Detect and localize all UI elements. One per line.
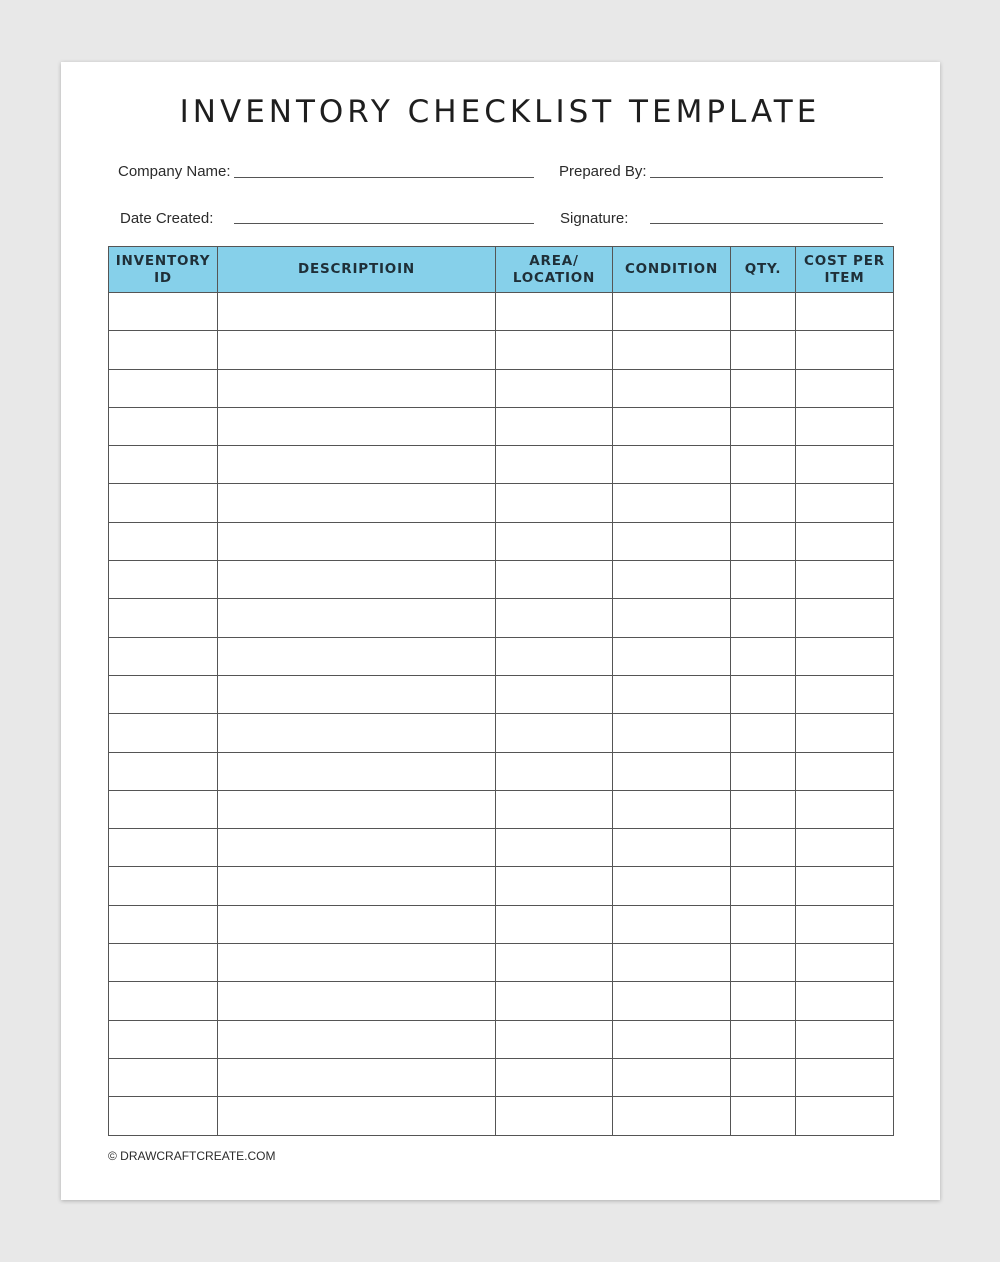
area-location-cell[interactable]: [496, 637, 613, 675]
table-row: [109, 369, 894, 407]
inventory-id-cell[interactable]: [109, 561, 218, 599]
inventory-id-cell[interactable]: [109, 369, 218, 407]
table-row: [109, 867, 894, 905]
table-header-row: [109, 247, 894, 293]
table-row: [109, 599, 894, 637]
qty-cell[interactable]: [731, 867, 796, 905]
description-cell[interactable]: [218, 1097, 496, 1135]
area-location-cell[interactable]: [496, 522, 613, 560]
table-row: [109, 790, 894, 828]
table-row: [109, 829, 894, 867]
description-cell[interactable]: [218, 905, 496, 943]
inventory-id-cell[interactable]: [109, 714, 218, 752]
area-location-cell[interactable]: [496, 561, 613, 599]
inventory-id-cell[interactable]: [109, 331, 218, 369]
table-body: [109, 293, 894, 1136]
date-created-line[interactable]: [234, 223, 534, 224]
area-location-cell[interactable]: [496, 1020, 613, 1058]
condition-cell[interactable]: [613, 446, 731, 484]
area-location-cell[interactable]: [496, 369, 613, 407]
cost-per-item-cell[interactable]: [796, 484, 894, 522]
inventory-id-cell[interactable]: [109, 407, 218, 445]
description-cell[interactable]: [218, 407, 496, 445]
inventory-id-cell[interactable]: [109, 1097, 218, 1135]
description-cell[interactable]: [218, 829, 496, 867]
inventory-id-cell[interactable]: [109, 522, 218, 560]
qty-cell[interactable]: [731, 561, 796, 599]
inventory-id-cell[interactable]: [109, 905, 218, 943]
condition-cell[interactable]: [613, 293, 731, 331]
area-location-cell[interactable]: [496, 944, 613, 982]
page-title: INVENTORY CHECKLIST TEMPLATE: [179, 94, 821, 130]
condition-cell[interactable]: [613, 561, 731, 599]
prepared-by-line[interactable]: [650, 177, 883, 178]
inventory-id-cell[interactable]: [109, 752, 218, 790]
qty-cell[interactable]: [731, 982, 796, 1020]
table-row: [109, 293, 894, 331]
description-cell[interactable]: [218, 561, 496, 599]
description-cell[interactable]: [218, 867, 496, 905]
date-created-label: Date Created:: [120, 210, 214, 227]
area-location-cell[interactable]: [496, 446, 613, 484]
condition-cell[interactable]: [613, 1020, 731, 1058]
cost-per-item-cell[interactable]: [796, 752, 894, 790]
table-row: [109, 561, 894, 599]
table-row: [109, 905, 894, 943]
table-row: [109, 944, 894, 982]
area-location-cell[interactable]: [496, 484, 613, 522]
table-row: [109, 1058, 894, 1096]
cost-per-item-cell[interactable]: [796, 790, 894, 828]
table-row: [109, 752, 894, 790]
qty-cell[interactable]: [731, 484, 796, 522]
condition-cell[interactable]: [613, 675, 731, 713]
qty-cell[interactable]: [731, 522, 796, 560]
condition-cell[interactable]: [613, 905, 731, 943]
condition-cell[interactable]: [613, 867, 731, 905]
condition-cell[interactable]: [613, 369, 731, 407]
qty-cell[interactable]: [731, 369, 796, 407]
condition-cell[interactable]: [613, 484, 731, 522]
condition-cell[interactable]: [613, 714, 731, 752]
area-location-cell[interactable]: [496, 982, 613, 1020]
table-row: [109, 407, 894, 445]
cost-per-item-cell[interactable]: [796, 1020, 894, 1058]
cost-per-item-cell[interactable]: [796, 714, 894, 752]
cost-per-item-cell[interactable]: [796, 1097, 894, 1135]
condition-cell[interactable]: [613, 829, 731, 867]
cost-per-item-cell[interactable]: [796, 905, 894, 943]
area-location-cell[interactable]: [496, 829, 613, 867]
condition-cell[interactable]: [613, 1097, 731, 1135]
description-cell[interactable]: [218, 944, 496, 982]
qty-cell[interactable]: [731, 293, 796, 331]
condition-cell[interactable]: [613, 752, 731, 790]
description-cell[interactable]: [218, 293, 496, 331]
description-cell[interactable]: [218, 522, 496, 560]
area-location-cell[interactable]: [496, 407, 613, 445]
table-row: [109, 637, 894, 675]
table-row: [109, 484, 894, 522]
column-header-condition: CONDITION: [613, 247, 731, 293]
prepared-by-label: Prepared By:: [559, 163, 647, 180]
description-cell[interactable]: [218, 1020, 496, 1058]
condition-cell[interactable]: [613, 637, 731, 675]
table-row: [109, 331, 894, 369]
qty-cell[interactable]: [731, 790, 796, 828]
description-cell[interactable]: [218, 982, 496, 1020]
company-name-line[interactable]: [234, 177, 534, 178]
inventory-id-cell[interactable]: [109, 1020, 218, 1058]
inventory-id-cell[interactable]: [109, 790, 218, 828]
table-row: [109, 446, 894, 484]
table-row: [109, 1020, 894, 1058]
inventory-id-cell[interactable]: [109, 1058, 218, 1096]
area-location-cell[interactable]: [496, 599, 613, 637]
cost-per-item-cell[interactable]: [796, 522, 894, 560]
qty-cell[interactable]: [731, 905, 796, 943]
qty-cell[interactable]: [731, 599, 796, 637]
company-name-label: Company Name:: [118, 163, 231, 180]
column-header-inventory-id: INVENTORY ID: [109, 247, 218, 293]
table-row: [109, 675, 894, 713]
qty-cell[interactable]: [731, 331, 796, 369]
inventory-id-cell[interactable]: [109, 293, 218, 331]
condition-cell[interactable]: [613, 790, 731, 828]
qty-cell[interactable]: [731, 637, 796, 675]
description-cell[interactable]: [218, 599, 496, 637]
table-row: [109, 1097, 894, 1135]
area-location-cell[interactable]: [496, 790, 613, 828]
inventory-table: [108, 246, 894, 1136]
qty-cell[interactable]: [731, 675, 796, 713]
condition-cell[interactable]: [613, 522, 731, 560]
description-cell[interactable]: [218, 446, 496, 484]
cost-per-item-cell[interactable]: [796, 407, 894, 445]
inventory-id-cell[interactable]: [109, 867, 218, 905]
description-cell[interactable]: [218, 637, 496, 675]
area-location-cell[interactable]: [496, 1058, 613, 1096]
description-cell[interactable]: [218, 369, 496, 407]
area-location-cell[interactable]: [496, 752, 613, 790]
cost-per-item-cell[interactable]: [796, 446, 894, 484]
cost-per-item-cell[interactable]: [796, 293, 894, 331]
cost-per-item-cell[interactable]: [796, 637, 894, 675]
cost-per-item-cell[interactable]: [796, 675, 894, 713]
inventory-id-cell[interactable]: [109, 484, 218, 522]
signature-line[interactable]: [650, 223, 883, 224]
area-location-cell[interactable]: [496, 905, 613, 943]
inventory-id-cell[interactable]: [109, 982, 218, 1020]
column-header-qty: QTY.: [731, 247, 796, 293]
inventory-id-cell[interactable]: [109, 637, 218, 675]
cost-per-item-cell[interactable]: [796, 1058, 894, 1096]
column-header-cost-per-item: COST PER ITEM: [796, 247, 894, 293]
description-cell[interactable]: [218, 1058, 496, 1096]
table-row: [109, 982, 894, 1020]
area-location-cell[interactable]: [496, 675, 613, 713]
area-location-cell[interactable]: [496, 331, 613, 369]
area-location-cell[interactable]: [496, 867, 613, 905]
cost-per-item-cell[interactable]: [796, 867, 894, 905]
column-header-area-location: AREA/ LOCATION: [496, 247, 613, 293]
description-cell[interactable]: [218, 752, 496, 790]
condition-cell[interactable]: [613, 944, 731, 982]
condition-cell[interactable]: [613, 331, 731, 369]
cost-per-item-cell[interactable]: [796, 331, 894, 369]
signature-label: Signature:: [560, 210, 629, 227]
qty-cell[interactable]: [731, 446, 796, 484]
qty-cell[interactable]: [731, 1097, 796, 1135]
area-location-cell[interactable]: [496, 1097, 613, 1135]
inventory-id-cell[interactable]: [109, 944, 218, 982]
copyright-footer: © DRAWCRAFTCREATE.COM: [108, 1149, 276, 1163]
description-cell[interactable]: [218, 484, 496, 522]
inventory-id-cell[interactable]: [109, 599, 218, 637]
description-cell[interactable]: [218, 790, 496, 828]
qty-cell[interactable]: [731, 714, 796, 752]
condition-cell[interactable]: [613, 407, 731, 445]
condition-cell[interactable]: [613, 1058, 731, 1096]
area-location-cell[interactable]: [496, 714, 613, 752]
cost-per-item-cell[interactable]: [796, 829, 894, 867]
table-row: [109, 522, 894, 560]
condition-cell[interactable]: [613, 982, 731, 1020]
cost-per-item-cell[interactable]: [796, 369, 894, 407]
qty-cell[interactable]: [731, 829, 796, 867]
qty-cell[interactable]: [731, 752, 796, 790]
inventory-id-cell[interactable]: [109, 675, 218, 713]
cost-per-item-cell[interactable]: [796, 599, 894, 637]
area-location-cell[interactable]: [496, 293, 613, 331]
qty-cell[interactable]: [731, 944, 796, 982]
qty-cell[interactable]: [731, 407, 796, 445]
condition-cell[interactable]: [613, 599, 731, 637]
cost-per-item-cell[interactable]: [796, 561, 894, 599]
cost-per-item-cell[interactable]: [796, 944, 894, 982]
qty-cell[interactable]: [731, 1020, 796, 1058]
inventory-id-cell[interactable]: [109, 446, 218, 484]
description-cell[interactable]: [218, 714, 496, 752]
column-header-description: DESCRIPTIOIN: [218, 247, 496, 293]
description-cell[interactable]: [218, 675, 496, 713]
qty-cell[interactable]: [731, 1058, 796, 1096]
table-row: [109, 714, 894, 752]
description-cell[interactable]: [218, 331, 496, 369]
inventory-id-cell[interactable]: [109, 829, 218, 867]
cost-per-item-cell[interactable]: [796, 982, 894, 1020]
